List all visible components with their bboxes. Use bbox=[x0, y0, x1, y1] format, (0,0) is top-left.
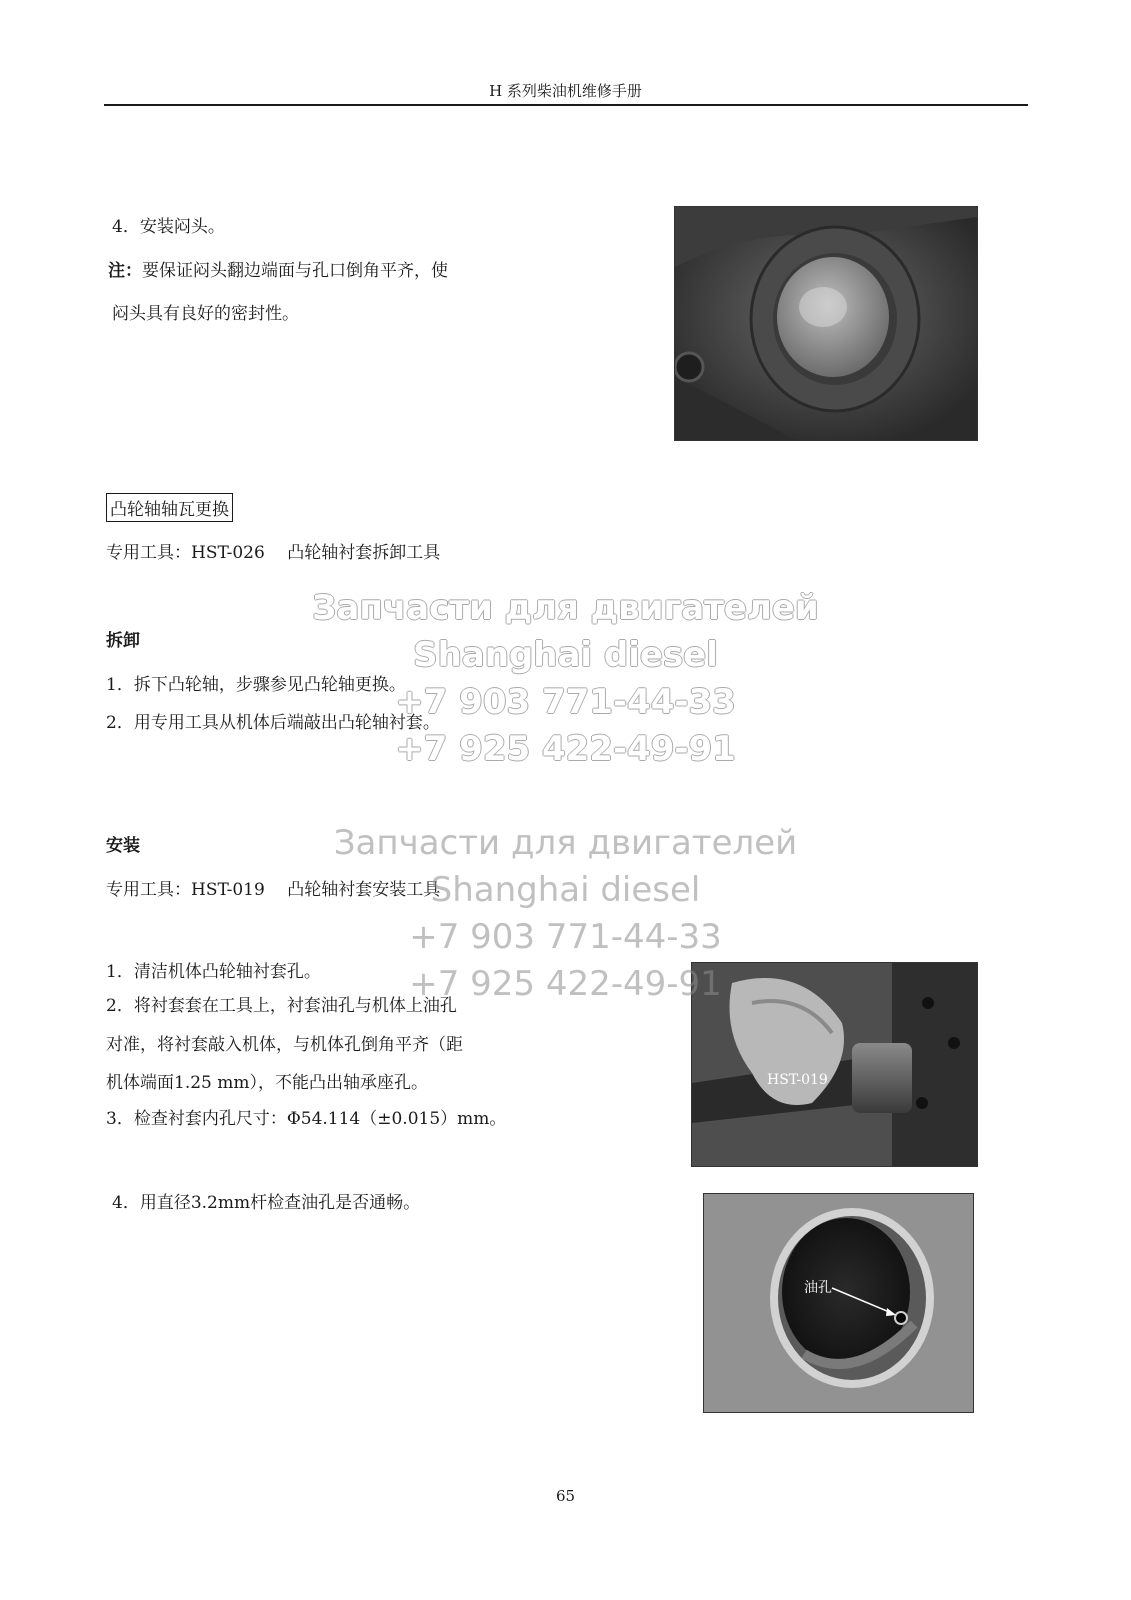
install-step-1: 1．清洁机体凸轮轴衬套孔。 bbox=[106, 962, 321, 982]
page-number: 65 bbox=[555, 1487, 576, 1505]
header-rule bbox=[104, 104, 1028, 106]
removal-step-2: 2．用专用工具从机体后端敲出凸轮轴衬套。 bbox=[106, 713, 440, 733]
watermark-line: Запчасти для двигателей bbox=[312, 588, 819, 628]
note-label: 注： bbox=[108, 261, 142, 281]
header-title: H 系列柴油机维修手册 bbox=[489, 82, 642, 100]
watermark-faded bbox=[0, 820, 1131, 1008]
watermark-line: Запчасти для двигателей bbox=[333, 823, 798, 863]
note-line-2: 闷头具有良好的密封性。 bbox=[112, 304, 299, 324]
watermark-line: +7 925 422-49-91 bbox=[409, 964, 722, 1004]
step-install-plug: 4．安装闷头。 bbox=[112, 217, 225, 237]
oil-hole-photo bbox=[703, 1193, 974, 1413]
watermark-line: +7 925 422-49-91 bbox=[395, 729, 736, 769]
removal-heading: 拆卸 bbox=[106, 631, 140, 651]
oil-hole-label: 油孔 bbox=[804, 1280, 832, 1296]
section-title-camshaft-bearing: 凸轮轴轴瓦更换 bbox=[106, 493, 233, 522]
note-text-1: 要保证闷头翻边端面与孔口倒角平齐，使 bbox=[142, 261, 448, 281]
install-step-3: 3．检查衬套内孔尺寸：Φ54.114（±0.015）mm。 bbox=[106, 1109, 507, 1129]
install-tool-line: 专用工具：HST-019 凸轮轴衬套安装工具 bbox=[106, 880, 441, 900]
note-line-1 bbox=[108, 256, 448, 281]
watermark-line: Shanghai diesel bbox=[430, 870, 701, 910]
install-step-4: 4．用直径3.2mm杆检查油孔是否通畅。 bbox=[112, 1193, 421, 1213]
removal-tool-line: 专用工具：HST-026 凸轮轴衬套拆卸工具 bbox=[106, 543, 441, 563]
watermark-line: +7 903 771-44-33 bbox=[395, 682, 736, 722]
watermark-line: +7 903 771-44-33 bbox=[409, 917, 722, 957]
install-step-2-line-1: 2．将衬套套在工具上，衬套油孔与机体上油孔 bbox=[106, 996, 457, 1016]
plug-photo bbox=[674, 206, 978, 441]
install-step-2-line-2: 对准，将衬套敲入机体，与机体孔倒角平齐（距 bbox=[106, 1035, 463, 1055]
install-heading: 安装 bbox=[106, 836, 140, 856]
install-step-2-line-3: 机体端面1.25 mm），不能凸出轴承座孔。 bbox=[106, 1073, 428, 1093]
tool-label: HST-019 bbox=[767, 1072, 828, 1088]
watermark-outlined bbox=[0, 585, 1131, 773]
removal-step-1: 1．拆下凸轮轴，步骤参见凸轮轴更换。 bbox=[106, 675, 406, 695]
watermark-line: Shanghai diesel bbox=[413, 635, 718, 675]
